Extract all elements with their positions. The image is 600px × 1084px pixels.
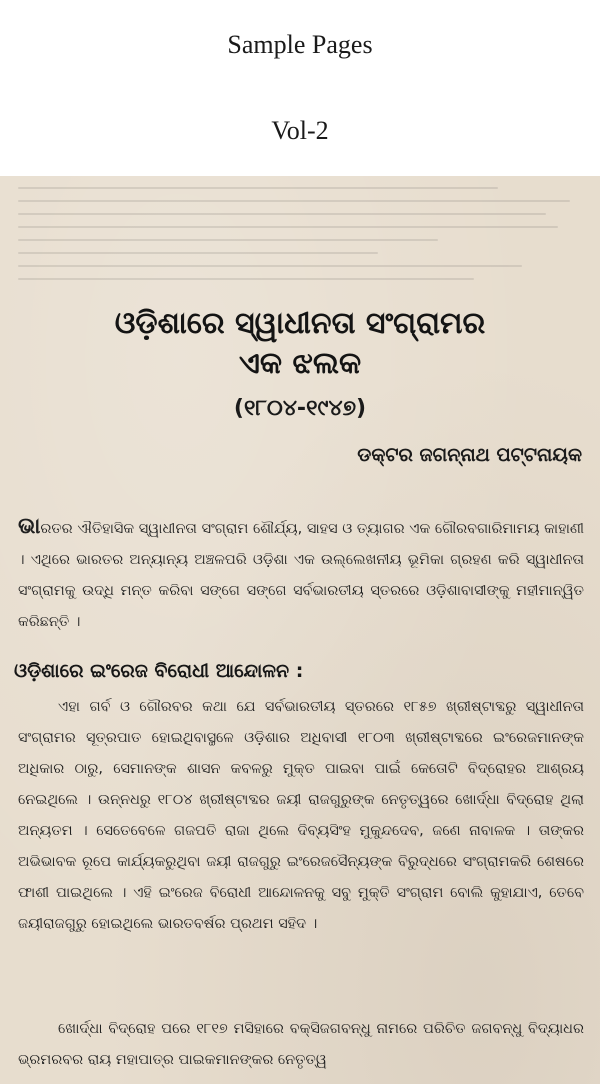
intro-paragraph bbox=[18, 511, 584, 638]
section-heading: ଓଡ଼ିଶାରେ ଇଂରେଜ ବିରୋଧୀ ଆନ୍ଦୋଳନ : bbox=[14, 660, 304, 682]
scanned-page bbox=[0, 176, 600, 1084]
body-paragraph: ଏହା ଗର୍ବ ଓ ଗୌରବର କଥା ଯେ ସର୍ବଭାରତୀୟ ସ୍ତରରେ ୧୮୫୭ ଖ୍ରୀଷ୍ଟାବ୍ଦରୁ ସ୍ୱାଧୀନତା ସଂଗ୍ରାମର ସୂତ୍ରପାତ ହୋଇଥିବାସ୍ଥଳେ ଓଡ଼ିଶାର ଅଧିବାସୀ ୧୮୦୩ ଖ୍ରୀଷ୍ଟାବ୍ଦରେ ଇଂରେଜମାନଙ୍କ ଅଧିକାର ଠାରୁ, ସେମାନଙ୍କ ଶାସନ କବଳରୁ ମୁକ୍ତ ପାଇବା ପାଇଁ କେତୋଟି ବିଦ୍ରୋହର ଆଶ୍ରୟ ନେଇଥିଲେ । ଉନ୍ନଧରୁ ୧୮୦୪ ଖ୍ରୀଷ୍ଟାବ୍ଦର ଜୟୀ ରାଜଗୁରୁଙ୍କ ନେତୃତ୍ୱରେ ଖୋର୍ଦ୍ଧା ବିଦ୍ରୋହ ଥିଲା ଅନ୍ୟତମ । ସେତେବେଳେ ଗଜପତି ରାଜା ଥିଲେ ଦିବ୍ୟସିଂହ ମୁକୁନ୍ଦଦେବ, ଜଣେ ନାବାଳକ । ତାଙ୍କର ଅଭିଭାବକ ରୂପେ କାର୍ଯ୍ୟକରୁଥିବା ଜୟୀ ରାଜଗୁରୁ ଇଂରେଜସୈନ୍ୟଙ୍କ ବିରୁଦ୍ଧରେ ସଂଗ୍ରାମକରି ଶେଷରେ ଫାଶୀ ପାଇଥିଲେ । ଏହି ଇଂରେଜ ବିରୋଧୀ ଆନ୍ଦୋଳନକୁ ସବୁ ମୁକ୍ତି ସଂଗ୍ରାମ ବୋଲି କୁହାଯାଏ, ତେବେ ଜୟୀରାଜଗୁରୁ ହୋଇଥିଲେ ଭାରତବର୍ଷର ପ୍ରଥମ ସହିଦ । bbox=[18, 699, 584, 932]
article-author: ଡକ୍ଟର ଜଗନ୍ନାଥ ପଟ୍ଟନାୟକ bbox=[357, 444, 582, 466]
article-title bbox=[0, 304, 600, 384]
article-years: (୧୮୦୪-୧୯୪୭) bbox=[233, 396, 367, 421]
intro-text: ରତର ଐତିହାସିକ ସ୍ୱାଧୀନତା ସଂଗ୍ରାମ ଶୌର୍ଯ୍ୟ, ସାହସ ଓ ତ୍ୟାଗର ଏକ ଗୌରବଗାରିମାମୟ କାହାଣୀ । ଏଥିରେ ଭାରତର ଅନ୍ୟାନ୍ୟ ଅଞ୍ଚଳପରି ଓଡ଼ିଶା ଏକ ଉଲ୍ଲେଖନୀୟ ଭୂମିକା ଗ୍ରହଣ କରି ସ୍ୱାଧୀନତା ସଂଗ୍ରାମକୁ ଉଦ୍ଧି ମନ୍ତ କରିବା ସଙ୍ଗେ ସଙ୍ଗେ ସର୍ବଭାରତୀୟ ସ୍ତରରେ ଓଡ଼ିଶାବାସୀଙ୍କୁ ମହୀମାନ୍ୱିତ କରିଛନ୍ତି । bbox=[18, 521, 584, 630]
show-through-text bbox=[0, 176, 600, 316]
drop-letter: ଭା bbox=[18, 514, 41, 539]
body-paragraph-continued: ଖୋର୍ଦ୍ଧା ବିଦ୍ରୋହ ପରେ ୧୮୧୭ ମସିହାରେ ବକ୍ସିଜଗବନ୍ଧୁ ନାମରେ ପରିଚିତ ଜଗବନ୍ଧୁ ବିଦ୍ୟାଧର ଭ୍ରମରବର ରାୟ ମହାପାତ୍ର ପାଇକମାନଙ୍କର ନେତୃତ୍ୱ bbox=[18, 1021, 584, 1068]
header-volume: Vol-2 bbox=[271, 116, 329, 145]
sample-header bbox=[0, 0, 600, 176]
article-title-line2: ଏକ ଝଲକ bbox=[238, 346, 362, 381]
header-title: Sample Pages bbox=[227, 30, 373, 59]
article-title-line1: ଓଡ଼ିଶାରେ ସ୍ୱାଧୀନତା ସଂଗ୍ରାମର bbox=[114, 306, 486, 341]
